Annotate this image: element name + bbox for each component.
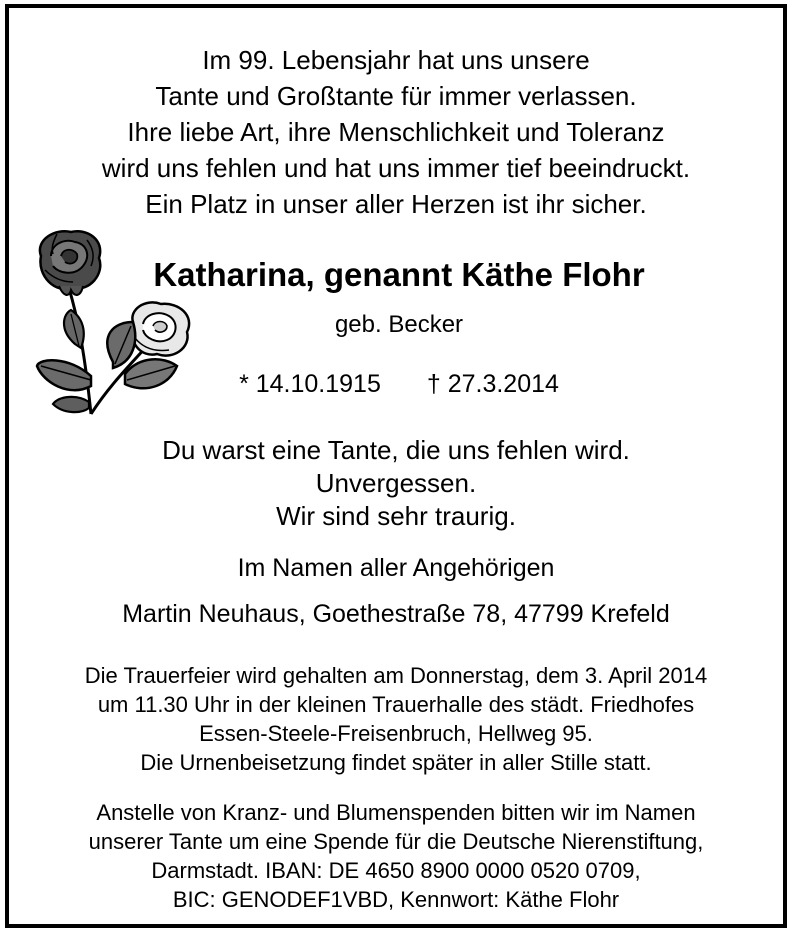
death-date: † 27.3.2014 [426, 370, 559, 398]
maiden-name: geb. Becker [334, 311, 464, 338]
obituary-notice [5, 4, 787, 928]
funeral-line: Die Trauerfeier wird gehalten am Donnerstag, dem 3. April 2014 [84, 663, 708, 688]
funeral-line: Essen-Steele-Freisenbruch, Hellweg 95. [199, 721, 593, 746]
birth-date: * 14.10.1915 [239, 370, 381, 398]
donation-info [9, 798, 783, 914]
funeral-line: Die Urnenbeisetzung findet später in aller Stille statt. [140, 750, 652, 775]
intro-line: Ihre liebe Art, ihre Menschlichkeit und Toleranz [127, 117, 665, 147]
life-dates [49, 370, 749, 399]
intro-line: Tante und Großtante für immer verlassen. [155, 81, 637, 111]
donation-line: BIC: GENODEF1VBD, Kennwort: Käthe Flohr [172, 887, 620, 912]
donation-line: unserer Tante um eine Spende für die Deutsche Nierenstiftung, [88, 829, 704, 854]
deceased-name: Katharina, genannt Käthe Flohr [153, 256, 645, 293]
intro-line: wird uns fehlen und hat uns immer tief beeindruckt. [101, 153, 691, 183]
funeral-line: um 11.30 Uhr in der kleinen Trauerhalle des städt. Friedhofes [97, 692, 695, 717]
mourning-line: Unvergessen. [315, 468, 477, 498]
on-behalf-text: Im Namen aller Angehörigen [237, 554, 555, 582]
donation-line: Darmstadt. IBAN: DE 4650 8900 0000 0520 0709, [151, 858, 641, 883]
donation-line: Anstelle von Kranz- und Blumenspenden bitten wir im Namen [96, 800, 696, 825]
intro-text [9, 42, 783, 222]
mourning-line: Wir sind sehr traurig. [276, 501, 516, 531]
signatory-address: Martin Neuhaus, Goethestraße 78, 47799 Krefeld [122, 600, 670, 628]
intro-line: Ein Platz in unser aller Herzen ist ihr sicher. [145, 189, 647, 219]
intro-line: Im 99. Lebensjahr hat uns unsere [202, 45, 590, 75]
mourning-text [9, 434, 783, 533]
funeral-info [9, 661, 783, 777]
mourning-line: Du warst eine Tante, die uns fehlen wird. [162, 435, 630, 465]
